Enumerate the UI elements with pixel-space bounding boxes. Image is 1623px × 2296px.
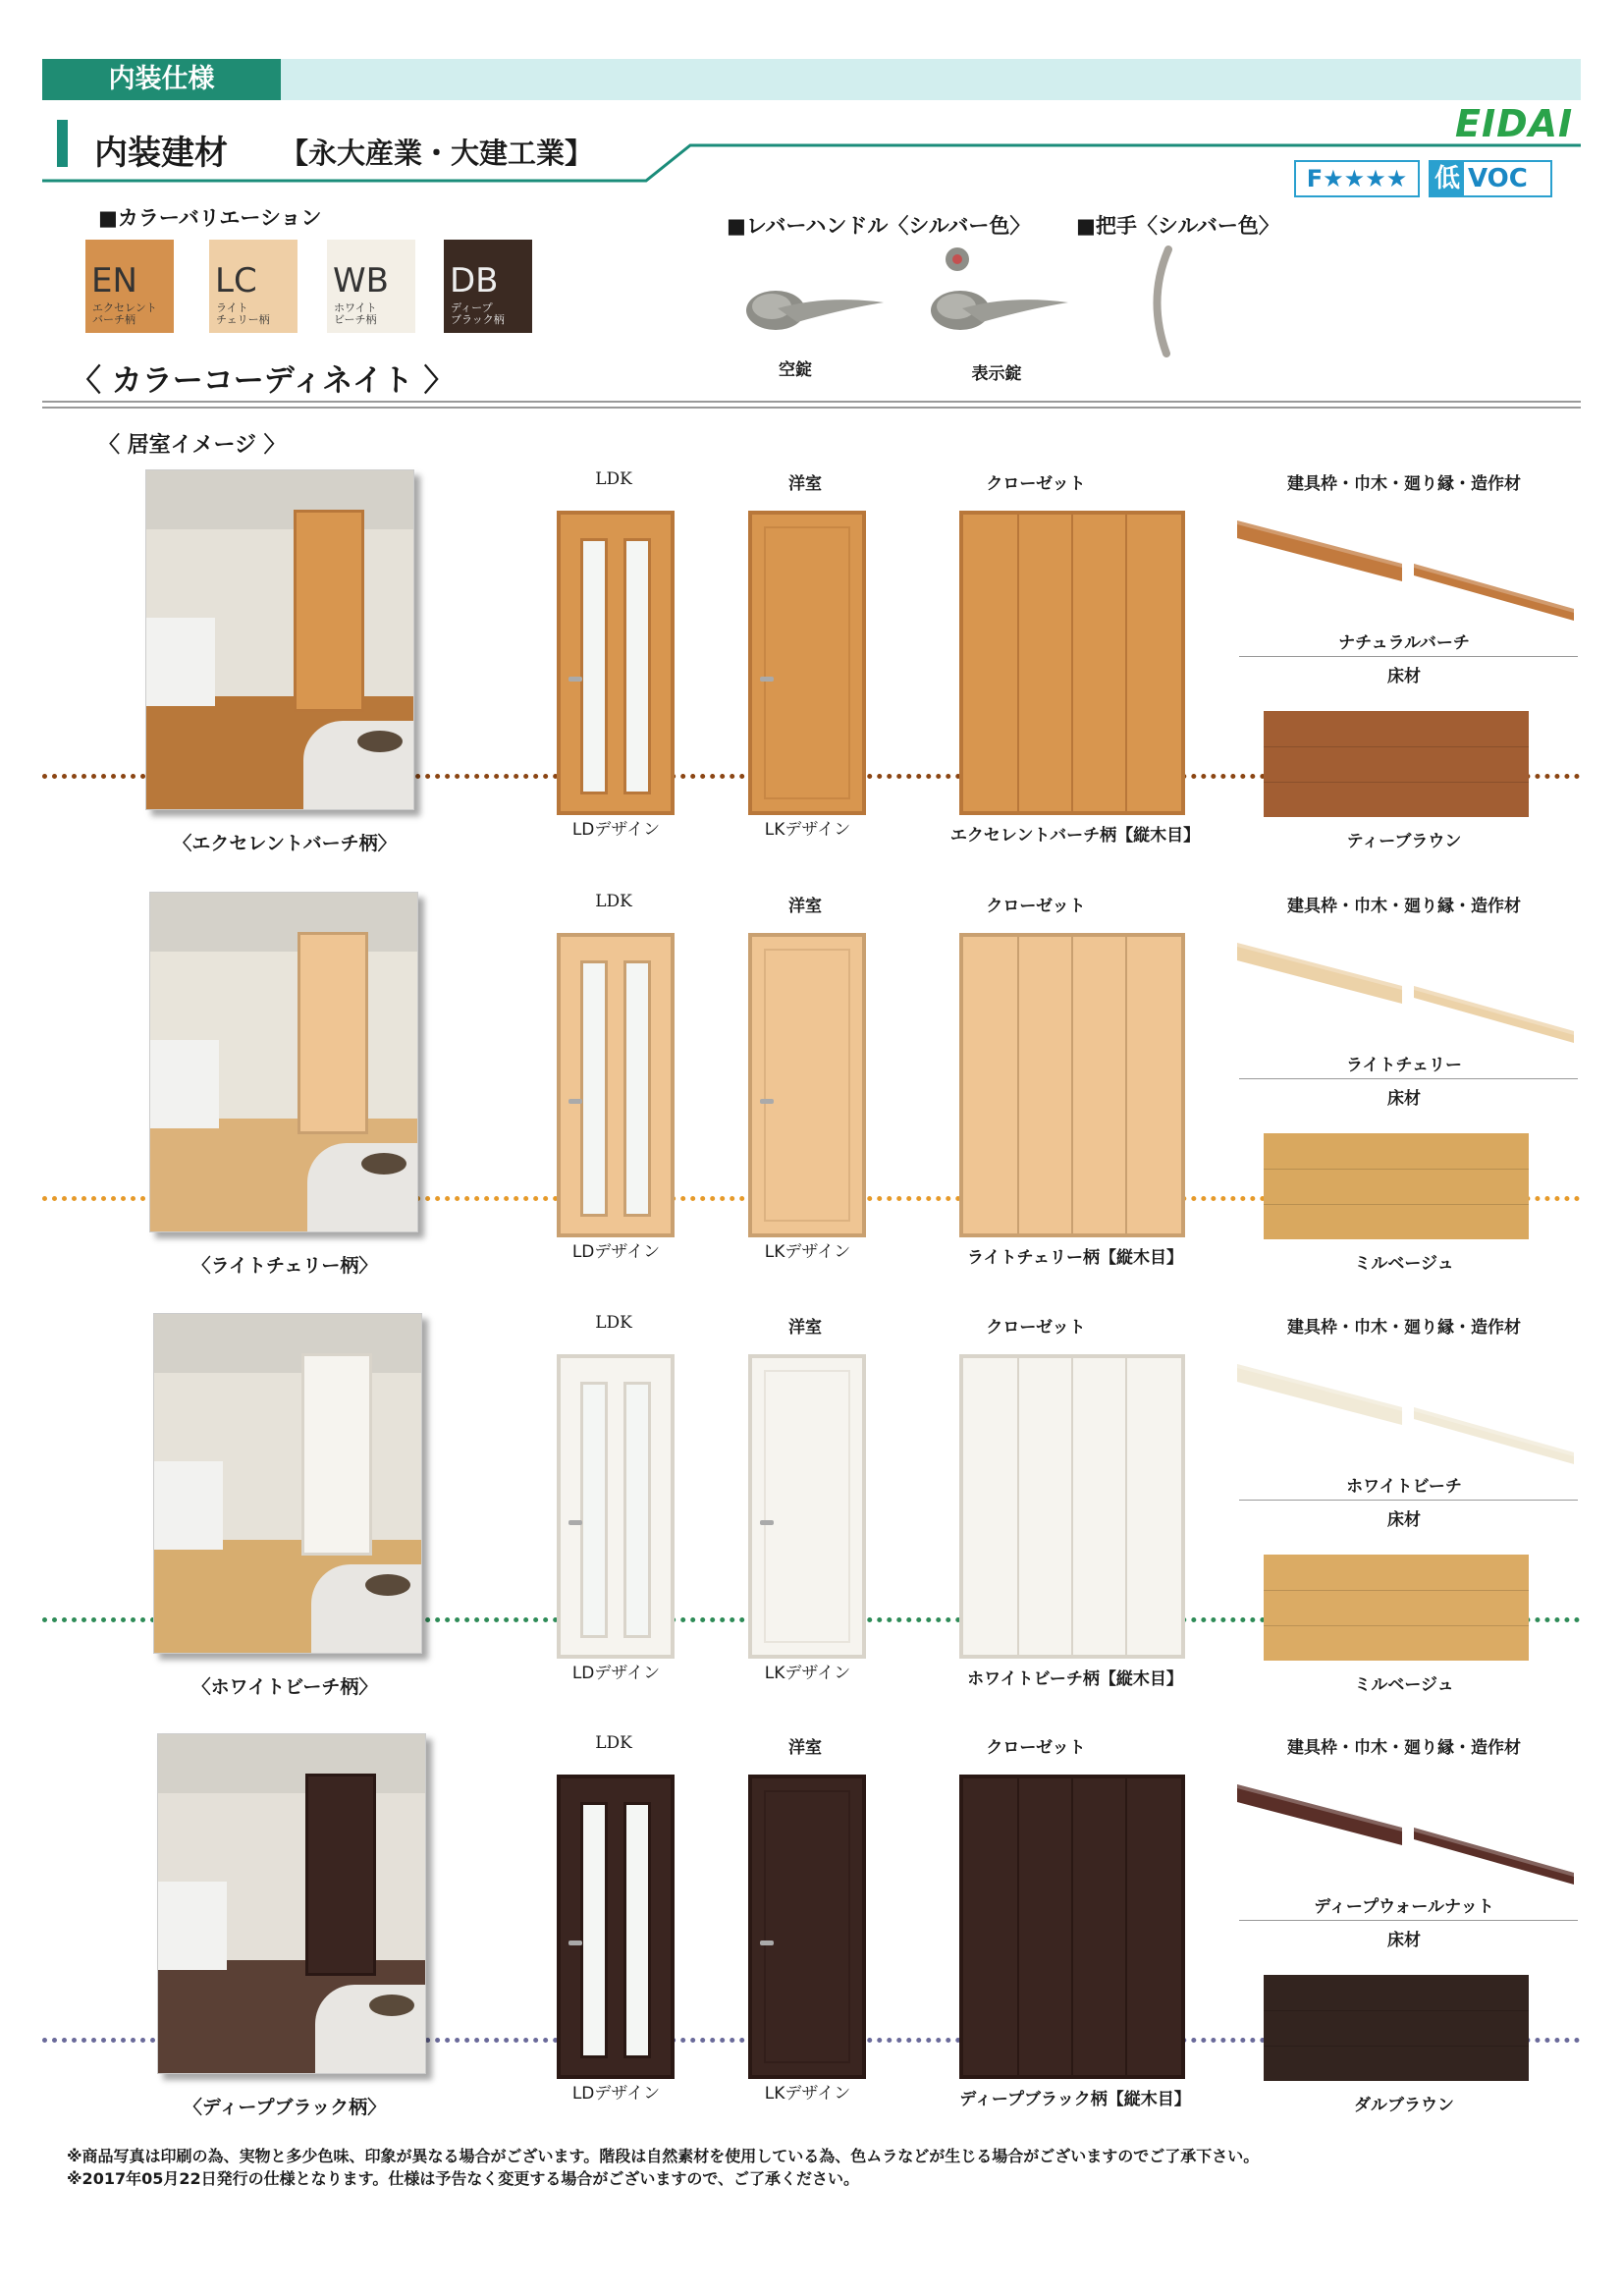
trim-moulding [1235, 937, 1579, 1045]
swatch-name: ライト チェリー柄 [216, 301, 270, 326]
closet-panel-line [1071, 1358, 1073, 1655]
lk-door [748, 511, 866, 815]
door-glass [580, 960, 608, 1217]
room-door [305, 1774, 376, 1976]
label-ld_design: LDデザイン [571, 1664, 661, 1683]
floor-label: 床材 [1387, 667, 1421, 686]
closet-caption: ライトチェリー柄【縦木目】 [967, 1248, 1183, 1268]
coordinate-title: 〈 カラーコーディネイト 〉 [71, 363, 455, 399]
trim-name: ホワイトビーチ [1346, 1477, 1462, 1497]
closet-panel-line [1125, 1358, 1127, 1655]
floor-plank-line [1264, 1204, 1529, 1205]
label-lk_design: LKデザイン [764, 820, 851, 840]
trim-name: ディープウォールナット [1314, 1897, 1494, 1917]
room-door [298, 932, 368, 1134]
header-yoshitsu: 洋室 [788, 1318, 822, 1338]
lock-label-2: 表示錠 [971, 364, 1022, 384]
trim-divider [1239, 1078, 1578, 1079]
room-bowl [369, 1995, 414, 2016]
swatch-name: ホワイト ビーチ柄 [334, 301, 377, 326]
header-ldk: LDK [595, 1733, 632, 1753]
header-yoshitsu: 洋室 [788, 1738, 822, 1758]
grip-handle-icon [1139, 246, 1188, 358]
divider-2 [42, 407, 1581, 409]
swatch-code: LC [215, 261, 257, 301]
header-trim: 建具枠・巾木・廻り縁・造作材 [1287, 1318, 1521, 1338]
room-bed [154, 1461, 223, 1550]
color-variation-heading: ■カラーバリエーション [98, 206, 322, 230]
divider-1 [42, 401, 1581, 403]
room-ceiling [146, 470, 413, 529]
note-2: ※2017年05月22日発行の仕様となります。仕様は予告なく変更する場合がございますので、ご了承ください。 [67, 2169, 860, 2188]
room-ceiling [154, 1314, 421, 1373]
label-lk_design: LKデザイン [764, 2084, 851, 2104]
ldk-door [557, 933, 675, 1237]
trim-moulding [1235, 1358, 1579, 1466]
floor-plank-line [1264, 782, 1529, 783]
f-star-badge: F★★★★ [1294, 160, 1420, 197]
door-knob [568, 1520, 582, 1525]
floor-sample [1264, 1975, 1529, 2081]
closet-caption: ホワイトビーチ柄【縦木目】 [967, 1669, 1183, 1689]
door-glass [623, 1802, 651, 2058]
door-knob [568, 1941, 582, 1945]
lever-handle-indicator-icon [923, 244, 1080, 342]
door-knob [568, 1099, 582, 1104]
room-image [149, 892, 418, 1232]
trim-divider [1239, 656, 1578, 657]
closet-panel-line [1017, 1778, 1019, 2075]
floor-name: ダルブラウン [1354, 2096, 1454, 2115]
door-glass [623, 1382, 651, 1638]
floor-name: ミルベージュ [1354, 1675, 1454, 1695]
room-ceiling [150, 893, 417, 952]
floor-name: ティーブラウン [1346, 832, 1462, 851]
floor-sample [1264, 711, 1529, 817]
room-bed [146, 618, 215, 706]
lk-door [748, 933, 866, 1237]
header-closet: クローゼット [986, 897, 1086, 916]
door-panel [764, 1370, 850, 1643]
door-panel [764, 1790, 850, 2063]
closet-caption: エクセレントバーチ柄【縦木目】 [949, 826, 1201, 846]
floor-plank-line [1264, 746, 1529, 747]
header-closet: クローゼット [986, 474, 1086, 494]
header-ldk: LDK [595, 892, 632, 911]
section-tab: 内装仕様 [42, 59, 281, 100]
ldk-door [557, 511, 675, 815]
swatch-name: エクセレント バーチ柄 [92, 301, 157, 326]
closet-panel-line [1125, 1778, 1127, 2075]
door-knob [568, 677, 582, 682]
header-yoshitsu: 洋室 [788, 897, 822, 916]
floor-label: 床材 [1387, 1510, 1421, 1530]
closet-panel-line [1071, 937, 1073, 1233]
row-caption: 〈ホワイトビーチ柄〉 [191, 1676, 378, 1698]
closet-door [959, 1354, 1185, 1659]
header-ldk: LDK [595, 1313, 632, 1333]
floor-name: ミルベージュ [1354, 1254, 1454, 1274]
closet-panel-line [1017, 515, 1019, 811]
header-closet: クローゼット [986, 1318, 1086, 1338]
voc-label: VOC [1468, 164, 1528, 193]
swatch-code: WB [333, 261, 389, 301]
closet-door [959, 933, 1185, 1237]
low-voc-badge [1429, 160, 1552, 197]
swatch-name: ディープ ブラック柄 [451, 301, 505, 326]
floor-plank-line [1264, 2010, 1529, 2011]
trim-divider [1239, 1500, 1578, 1501]
row-caption: 〈ライトチェリー柄〉 [191, 1255, 378, 1277]
room-image [157, 1733, 426, 2074]
room-image [153, 1313, 422, 1654]
closet-panel-line [1125, 937, 1127, 1233]
floor-plank-line [1264, 1590, 1529, 1591]
lock-label-1: 空錠 [779, 360, 812, 380]
closet-panel-line [1017, 1358, 1019, 1655]
door-glass [580, 1382, 608, 1638]
room-bowl [365, 1574, 410, 1596]
label-ld_design: LDデザイン [571, 2084, 661, 2104]
header-trim: 建具枠・巾木・廻り縁・造作材 [1287, 897, 1521, 916]
trim-moulding [1235, 515, 1579, 623]
room-image-label: 〈 居室イメージ 〉 [98, 433, 286, 458]
closet-door [959, 511, 1185, 815]
ldk-door [557, 1354, 675, 1659]
room-door [301, 1353, 372, 1556]
door-knob [760, 1941, 774, 1945]
floor-label: 床材 [1387, 1089, 1421, 1109]
closet-door [959, 1775, 1185, 2079]
room-image [145, 469, 414, 810]
floor-plank-line [1264, 1169, 1529, 1170]
door-glass [623, 538, 651, 794]
label-lk_design: LKデザイン [764, 1242, 851, 1262]
room-door [294, 510, 364, 712]
label-ld_design: LDデザイン [571, 1242, 661, 1262]
label-ld_design: LDデザイン [571, 820, 661, 840]
trim-divider [1239, 1920, 1578, 1921]
door-glass [623, 960, 651, 1217]
ldk-door [557, 1775, 675, 2079]
lever-handle-heading: ■レバーハンドル〈シルバー色〉 [727, 214, 1031, 238]
trim-name: ライトチェリー [1346, 1056, 1462, 1075]
header-ldk: LDK [595, 469, 632, 489]
room-ceiling [158, 1734, 425, 1793]
header-trim: 建具枠・巾木・廻り縁・造作材 [1287, 1738, 1521, 1758]
color-swatch [444, 240, 532, 333]
color-swatch [327, 240, 415, 333]
brand-logo: EIDAI [1455, 102, 1574, 145]
lk-door [748, 1775, 866, 2079]
closet-panel-line [1071, 1778, 1073, 2075]
header-closet: クローゼット [986, 1738, 1086, 1758]
label-lk_design: LKデザイン [764, 1664, 851, 1683]
room-bowl [361, 1153, 406, 1175]
header-yoshitsu: 洋室 [788, 474, 822, 494]
low-label: 低 [1431, 162, 1464, 195]
closet-panel-line [1071, 515, 1073, 811]
header-trim: 建具枠・巾木・廻り縁・造作材 [1287, 474, 1521, 494]
door-panel [764, 526, 850, 799]
swatch-code: DB [450, 261, 499, 301]
floor-plank-line [1264, 1625, 1529, 1626]
company-name: 【永大産業・大建工業】 [280, 137, 594, 170]
closet-panel-line [1017, 937, 1019, 1233]
row-caption: 〈エクセレントバーチ柄〉 [173, 833, 397, 854]
floor-plank-line [1264, 2046, 1529, 2047]
room-bed [150, 1040, 219, 1128]
trim-moulding [1235, 1778, 1579, 1886]
swatch-code: EN [91, 261, 137, 301]
closet-caption: ディープブラック柄【縦木目】 [959, 2090, 1191, 2109]
color-swatch [209, 240, 298, 333]
door-panel [764, 949, 850, 1222]
trim-name: ナチュラルバーチ [1338, 633, 1470, 653]
closet-panel-line [1125, 515, 1127, 811]
lk-door [748, 1354, 866, 1659]
door-knob [760, 677, 774, 682]
floor-sample [1264, 1133, 1529, 1239]
door-glass [580, 1802, 608, 2058]
color-swatch [85, 240, 174, 333]
row-caption: 〈ディープブラック柄〉 [183, 2097, 387, 2118]
room-bed [158, 1882, 227, 1970]
floor-sample [1264, 1555, 1529, 1661]
lever-handle-icon [738, 273, 895, 342]
grip-heading: ■把手〈シルバー色〉 [1076, 214, 1279, 238]
page-title: 内装建材 [94, 134, 228, 173]
floor-label: 床材 [1387, 1931, 1421, 1950]
door-knob [760, 1099, 774, 1104]
door-glass [580, 538, 608, 794]
door-knob [760, 1520, 774, 1525]
note-1: ※商品写真は印刷の為、実物と多少色味、印象が異なる場合がございます。階段は自然素材を使用している為、色ムラなどが生じる場合がございますのでご了承下さい。 [67, 2147, 1260, 2165]
room-bowl [357, 731, 403, 752]
